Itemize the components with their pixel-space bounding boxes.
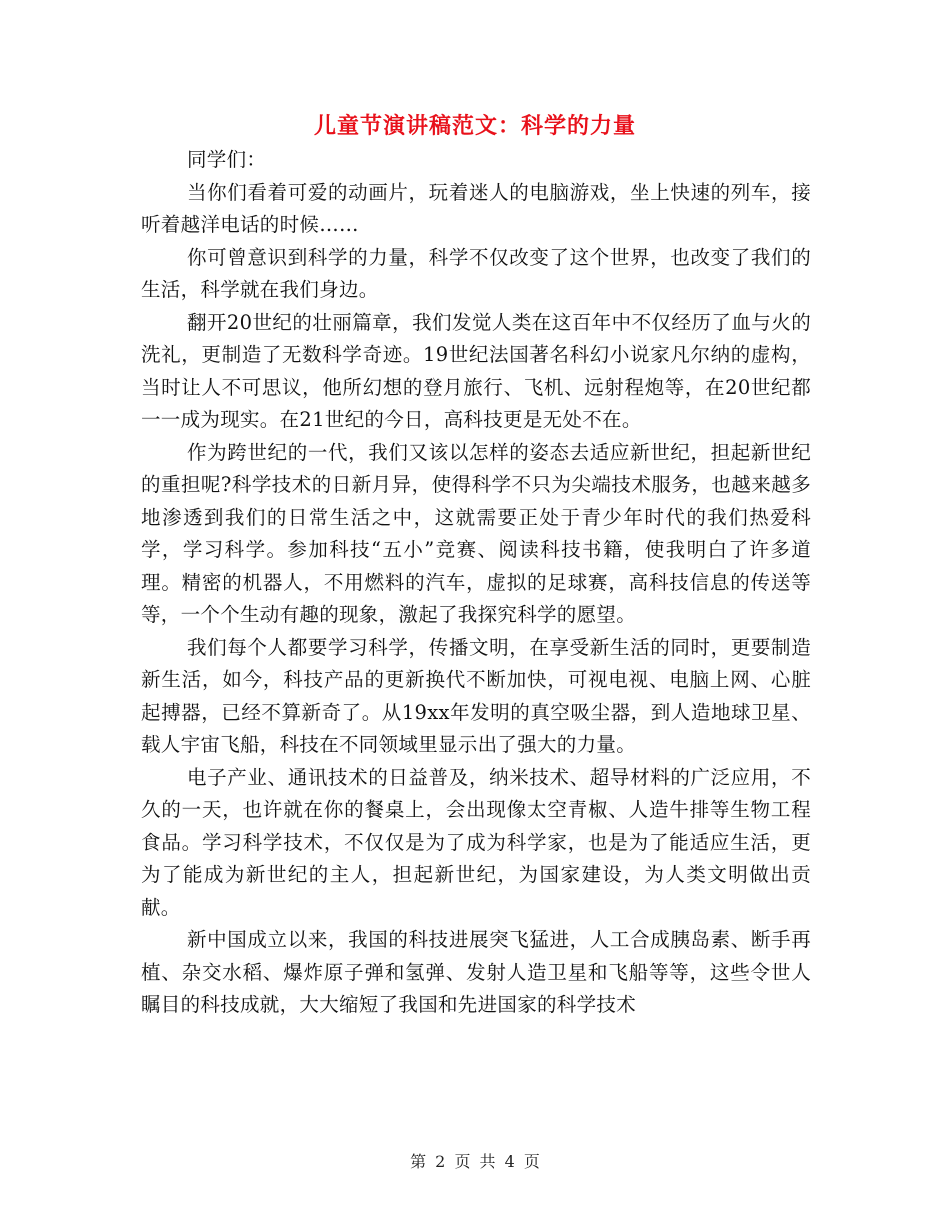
paragraph-6: 电子产业、通讯技术的日益普及，纳米技术、超导材料的广泛应用，不久的一天，也许就在你的餐桌上，会出现像太空青椒、人造牛排等生物工程食品。学习科学技术，不仅仅是为了成为科学家，也是为了能适应生活，更为了能成为新世纪的主人，担起新世纪，为国家建设，为人类文明做出贡献。 (141, 765, 811, 919)
paragraph-5: 我们每个人都要学习科学，传播文明，在享受新生活的同时，更要制造新生活，如今，科技产品的更新换代不断加快，可视电视、电脑上网、心脏起搏器，已经不算新奇了。从19xx年发明的真空吸尘器，到人造地球卫星、载人宇宙飞船，科技在不同领域里显示出了强大的力量。 (141, 635, 811, 756)
paragraph-4: 作为跨世纪的一代，我们又该以怎样的姿态去适应新世纪，担起新世纪的重担呢?科学技术的日新月异，使得科学不只为尖端技术服务，也越来越多地渗透到我们的日常生活之中，这就需要正处于青少年时代的我们热爱科学，学习科学。参加科技“五小”竞赛、阅读科技书籍，使我明白了许多道理。精密的机器人，不用燃料的汽车，虚拟的足球赛，高科技信息的传送等等，一个个生动有趣的现象，激起了我探究科学的愿望。 (141, 440, 811, 626)
paragraph-1: 当你们看着可爱的动画片，玩着迷人的电脑游戏，坐上快速的列车，接听着越洋电话的时候…… (141, 180, 811, 236)
document-body (141, 144, 811, 1022)
paragraph-3: 翻开20世纪的壮丽篇章，我们发觉人类在这百年中不仅经历了血与火的洗礼，更制造了无数科学奇迹。19世纪法国著名科幻小说家凡尔纳的虚构，当时让人不可思议，他所幻想的登月旅行、飞机、远射程炮等，在20世纪都一一成为现实。在21世纪的今日，高科技更是无处不在。 (141, 310, 811, 431)
paragraph-7: 新中国成立以来，我国的科技进展突飞猛进，人工合成胰岛素、断手再植、杂交水稻、爆炸原子弹和氢弹、发射人造卫星和飞船等等，这些令世人瞩目的科技成就，大大缩短了我国和先进国家的科学技术 (141, 928, 811, 1016)
paragraph-greeting: 同学们： (187, 148, 267, 171)
document-title: 儿童节演讲稿范文：科学的力量 (313, 113, 636, 139)
paragraph-2: 你可曾意识到科学的力量，科学不仅改变了这个世界，也改变了我们的生活，科学就在我们身边。 (141, 245, 811, 301)
page-number-footer: 第 2 页 共 4 页 (410, 1152, 540, 1171)
